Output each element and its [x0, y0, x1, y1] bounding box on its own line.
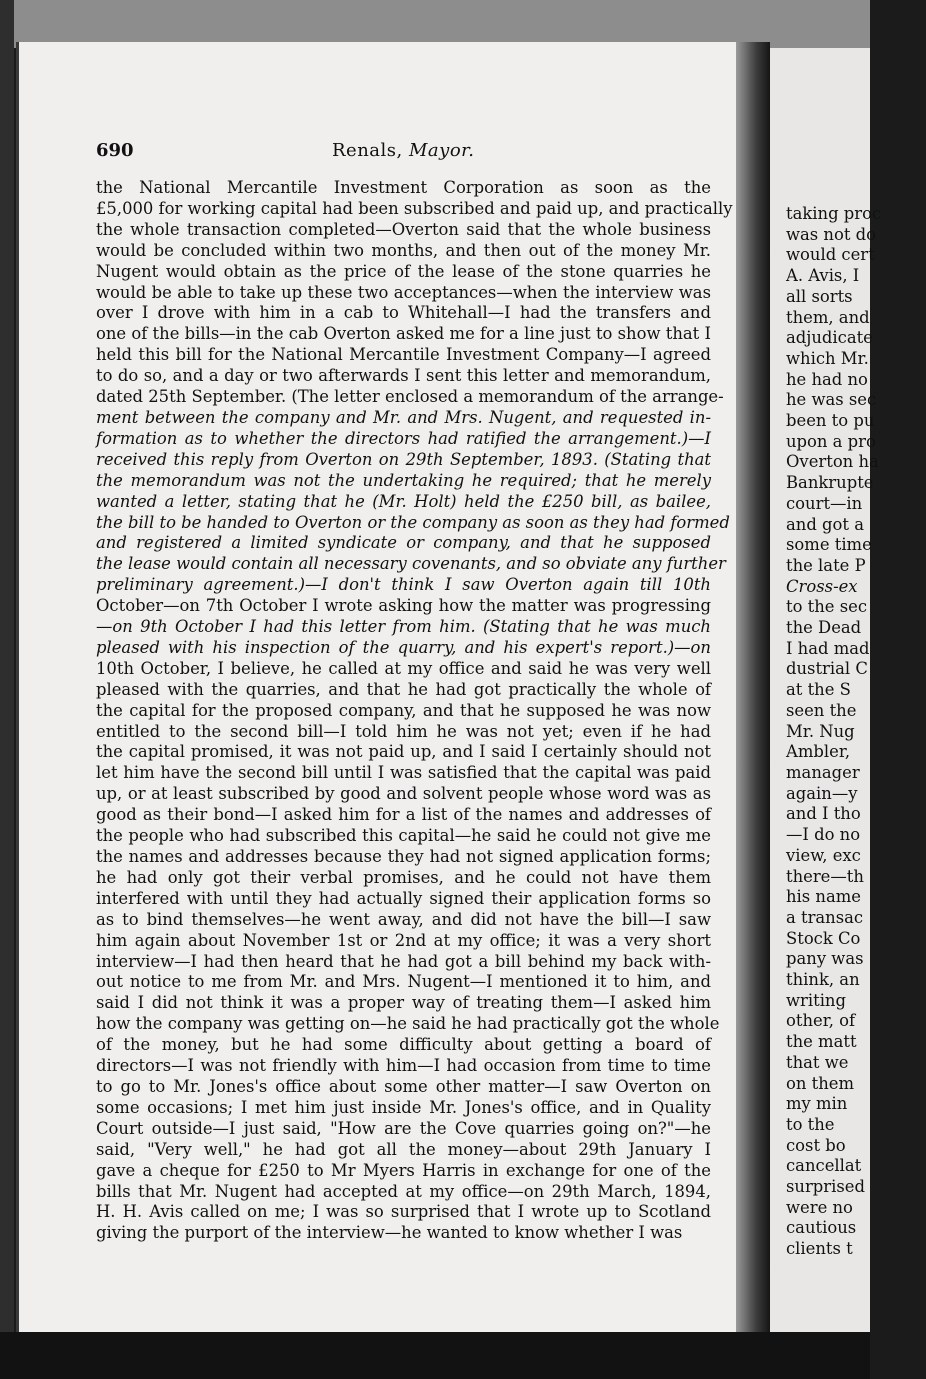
right-page-line: court—in: [786, 493, 863, 513]
text-line: out notice to me from Mr. and Mrs. Nugent—I mentioned it to him, and: [96, 972, 711, 992]
text-line: interfered with until they had actually signed their application forms so: [96, 888, 711, 908]
text-line: directors—I was not friendly with him—I had occasion from time to time: [96, 1056, 711, 1076]
right-page-line: a transac: [786, 907, 864, 927]
right-page-line: cancellat: [786, 1156, 862, 1176]
right-page-line: that we: [786, 1052, 849, 1072]
right-page-line: other, of: [786, 1011, 856, 1031]
text-line: Nugent would obtain as the price of the lease of the stone quarries he: [96, 261, 711, 281]
text-line: received this reply from Overton on 29th September, 1893. (Stating that: [96, 449, 711, 469]
text-line: the names and addresses because they had not signed application forms;: [96, 847, 711, 866]
right-page-line: again—y: [786, 783, 858, 803]
text-line: Court outside—I just said, "How are the Cove quarries going on?"—he: [96, 1118, 711, 1138]
text-line: the capital for the proposed company, and that he supposed he was now: [96, 700, 711, 720]
right-page-line: Bankrupte: [786, 473, 874, 493]
text-line: how the company was getting on—he said he had practically got the whole: [96, 1014, 720, 1034]
text-line: said, "Very well," he had got all the money—about 29th January I: [96, 1139, 711, 1159]
right-page-line: Cross-ex: [786, 576, 858, 596]
body-text: [96, 178, 733, 1244]
right-page-line: think, an: [786, 970, 860, 990]
text-line: some occasions; I met him just inside Mr. Jones's office, and in Quality: [96, 1097, 711, 1117]
right-page-line: the late P: [786, 555, 866, 575]
right-page-line: clients t: [786, 1239, 853, 1259]
right-page-line: all sorts: [786, 286, 853, 306]
right-page-line: my min: [786, 1094, 848, 1114]
text-line: giving the purport of the interview—he wanted to know whether I was: [96, 1223, 683, 1243]
text-line: gave a cheque for £250 to Mr Myers Harris in exchange for one of the: [96, 1160, 711, 1180]
right-page-line: cautious: [786, 1218, 857, 1238]
text-line: dated 25th September. (The letter enclosed a memorandum of the arrange-: [96, 387, 724, 407]
text-line: —on 9th October I had this letter from him. (Stating that he was much: [96, 617, 711, 637]
text-line: the lease would contain all necessary covenants, and so obviate any further: [96, 554, 726, 574]
book-gutter: [736, 42, 770, 1342]
right-page-line: —I do no: [786, 825, 861, 845]
text-line: said I did not think it was a proper way of treating them—I asked him: [96, 993, 711, 1013]
scan-bottom-edge: [0, 1332, 870, 1379]
text-line: the memorandum was not the undertaking he required; that he merely: [96, 470, 711, 490]
right-page-line: pany was: [786, 949, 864, 969]
right-page-line: them, and: [786, 307, 870, 327]
text-line: would be concluded within two months, and then out of the money Mr.: [96, 240, 711, 260]
page-header: [96, 140, 706, 170]
text-line: the capital promised, it was not paid up, and I said I certainly should not: [96, 742, 711, 762]
right-page-line: seen the: [786, 700, 857, 720]
text-line: of the money, but he had some difficulty about getting a board of: [96, 1035, 711, 1055]
right-page-line: writing: [786, 990, 846, 1010]
right-page-text: [786, 204, 926, 1260]
text-line: and registered a limited syndicate or company, and that he supposed: [96, 533, 711, 553]
right-page-line: would cert: [786, 245, 875, 265]
text-line: preliminary agreement.)—I don't think I saw Overton again till 10th: [96, 575, 711, 595]
right-page-line: Overton ha: [786, 452, 879, 472]
right-page-line: view, exc: [786, 845, 861, 865]
right-page-line: adjudicate: [786, 328, 873, 348]
right-page-line: and got a: [786, 514, 864, 534]
running-head-title: Mayor.: [408, 140, 475, 161]
right-page-line: at the S: [786, 680, 851, 700]
text-line: interview—I had then heard that he had got a bill behind my back with-: [96, 951, 711, 971]
page-number: 690: [96, 140, 134, 161]
right-page-line: the Dead: [786, 618, 862, 638]
text-line: pleased with the quarries, and that he had got practically the whole of: [96, 679, 711, 699]
text-line: he had only got their verbal promises, and he could not have them: [96, 867, 711, 887]
right-page-line: to the sec: [786, 597, 868, 617]
text-line: bills that Mr. Nugent had accepted at my office—on 29th March, 1894,: [96, 1181, 711, 1201]
right-page-line: the matt: [786, 1032, 857, 1052]
text-line: good as their bond—I asked him for a list of the names and addresses of: [96, 805, 711, 825]
text-line: wanted a letter, stating that he (Mr. Holt) held the £250 bill, as bailee,: [96, 491, 711, 511]
text-line: H. H. Avis called on me; I was so surprised that I wrote up to Scotland: [96, 1202, 711, 1222]
right-page-line: been to pu: [786, 411, 875, 431]
right-page-line: was not do: [786, 224, 877, 244]
text-line: 10th October, I believe, he called at my office and said he was very well: [96, 658, 711, 678]
right-page-line: I had mad: [786, 638, 870, 658]
right-page-line: cost bo: [786, 1135, 846, 1155]
text-line: the National Mercantile Investment Corporation as soon as the: [96, 178, 711, 197]
right-page-line: taking proc: [786, 204, 882, 223]
text-line: entitled to the second bill—I told him he was not yet; even if he had: [96, 721, 711, 741]
text-line: October—on 7th October I wrote asking how the matter was progressing: [96, 596, 711, 616]
text-line: the bill to be handed to Overton or the company as soon as they had formed: [96, 512, 730, 532]
text-line: formation as to whether the directors had ratified the arrangement.)—I: [96, 428, 711, 448]
scan-top-edge: [0, 0, 870, 48]
running-head-name: Renals,: [332, 140, 403, 161]
text-line: to go to Mr. Jones's office about some other matter—I saw Overton on: [96, 1076, 711, 1096]
right-page-line: Mr. Nug: [786, 721, 855, 741]
text-line: as to bind themselves—he went away, and did not have the bill—I saw: [96, 909, 711, 929]
right-page: [770, 48, 882, 1338]
text-line: up, or at least subscribed by good and solvent people whose word was as: [96, 784, 711, 804]
right-page-line: to the: [786, 1114, 835, 1134]
text-line: let him have the second bill until I was satisfied that the capital was paid: [96, 763, 711, 783]
right-page-line: he had no: [786, 369, 868, 389]
text-line: pleased with his inspection of the quarry, and his expert's report.)—on: [96, 637, 711, 657]
right-page-line: some time: [786, 535, 872, 555]
right-page-line: Stock Co: [786, 928, 861, 948]
text-line: £5,000 for working capital had been subscribed and paid up, and practically: [96, 198, 733, 218]
text-line: the whole transaction completed—Overton said that the whole business: [96, 219, 711, 239]
right-page-line: he was sec: [786, 390, 877, 410]
right-page-line: on them: [786, 1073, 855, 1093]
right-page-line: were no: [786, 1197, 853, 1217]
right-page-line: Ambler,: [786, 742, 851, 762]
text-line: would be able to take up these two acceptances—when the interview was: [96, 282, 711, 302]
text-line: him again about November 1st or 2nd at my office; it was a very short: [96, 930, 711, 950]
text-line: ment between the company and Mr. and Mrs. Nugent, and requested in-: [96, 407, 711, 427]
right-page-line: manager: [786, 762, 860, 782]
scan-left-edge: [0, 0, 14, 1379]
right-page-line: A. Avis, I: [786, 266, 860, 286]
text-line: held this bill for the National Mercantile Investment Company—I agreed: [96, 345, 711, 365]
running-head: [332, 140, 475, 161]
right-page-line: dustrial C: [786, 659, 868, 679]
right-page-line: upon a pro: [786, 431, 876, 451]
right-page-line: which Mr.: [786, 348, 869, 368]
text-line: one of the bills—in the cab Overton asked me for a line just to show that I: [96, 324, 711, 344]
text-line: the people who had subscribed this capital—he said he could not give me: [96, 826, 711, 846]
text-line: over I drove with him in a cab to Whitehall—I had the transfers and: [96, 303, 711, 323]
right-page-line: there—th: [786, 866, 864, 886]
right-page-line: surprised: [786, 1177, 865, 1197]
right-page-line: his name: [786, 887, 861, 907]
right-page-line: and I tho: [786, 804, 861, 824]
text-line: to do so, and a day or two afterwards I sent this letter and memorandum,: [96, 366, 711, 386]
